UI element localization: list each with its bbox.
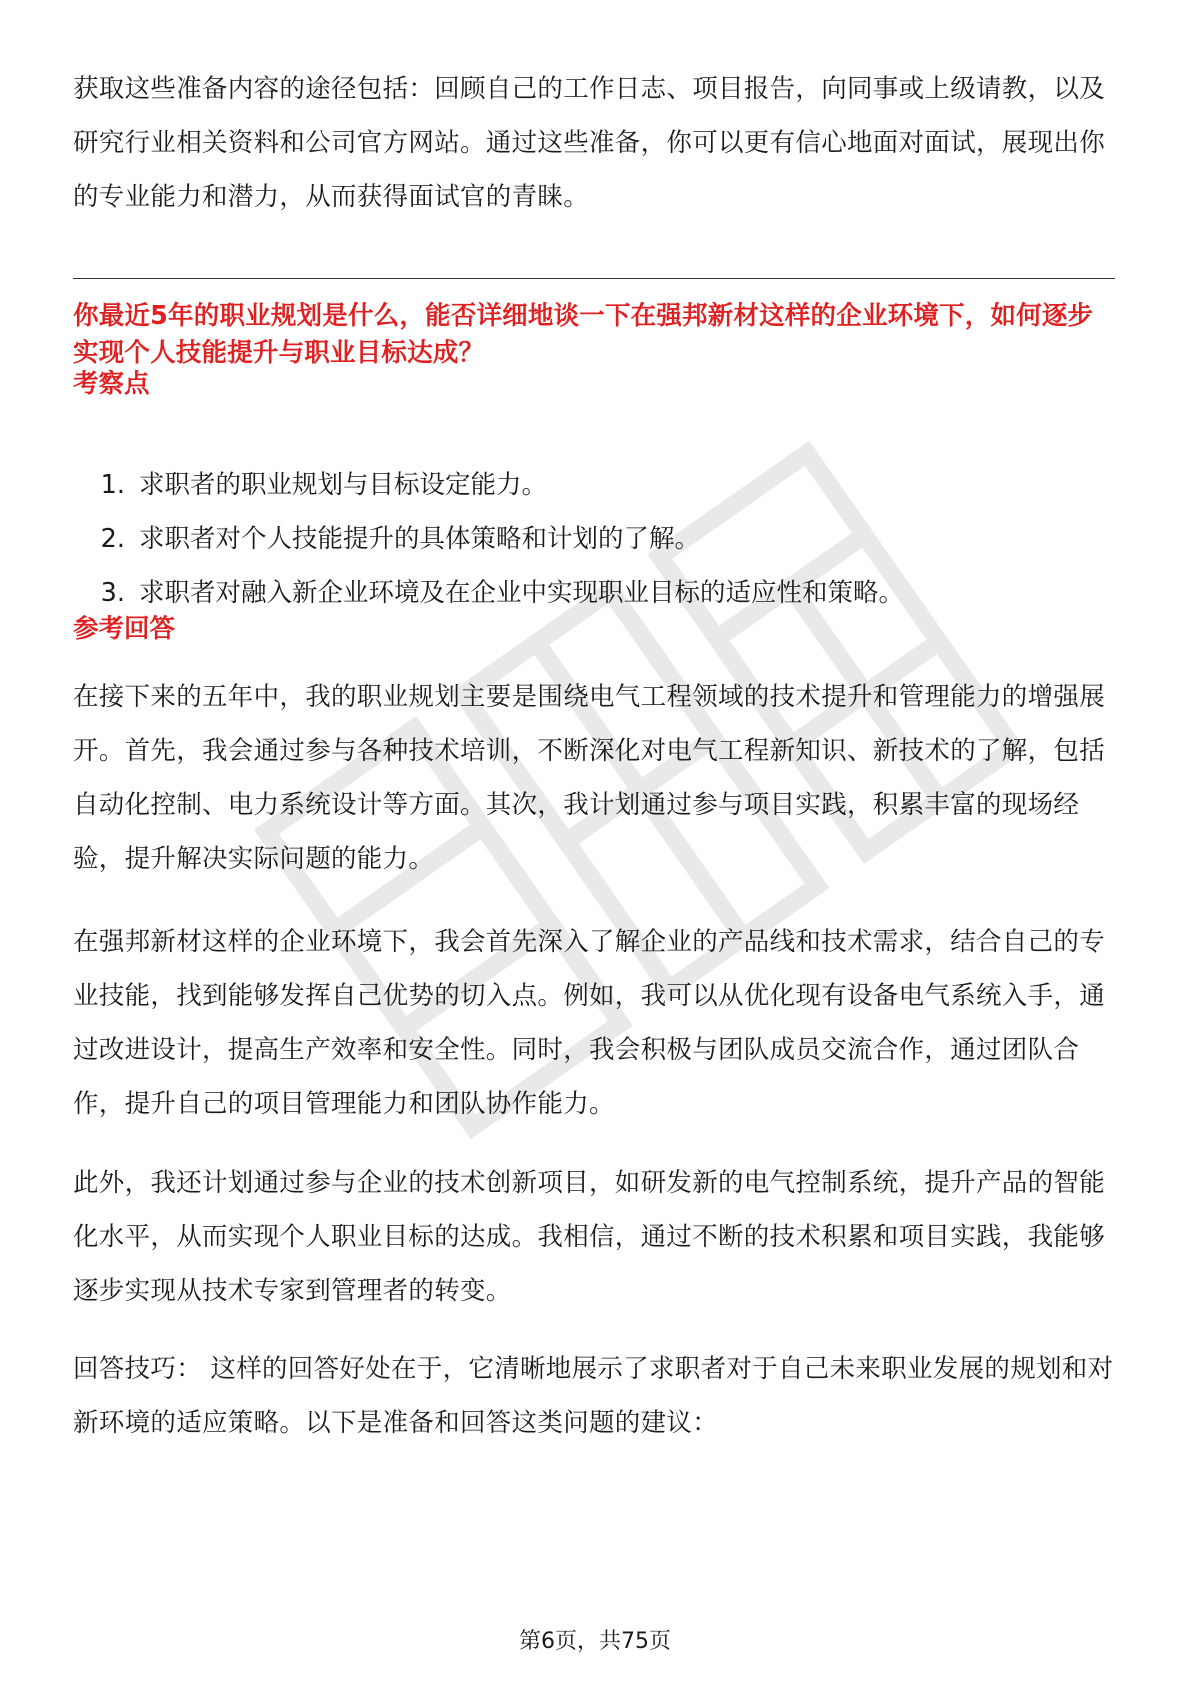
- answer-paragraph-2: [73, 915, 1115, 1131]
- list-item-text: 求职者的职业规划与目标设定能力。: [139, 470, 548, 500]
- answer-paragraph-text: 在接下来的五年中，我的职业规划主要是围绕电气工程领域的技术提升和管理能力的增强展开。首先，我会通过参与各种技术培训，不断深化对电气工程新知识、新技术的了解，包括自动化控制、电力系统设计等方面。其次，我计划通过参与项目实践，积累丰富的现场经验，提升解决实际问题的能力。: [73, 682, 1106, 874]
- intro-paragraph: 获取这些准备内容的途径包括：回顾自己的工作日志、项目报告，向同事或上级请教，以及研究行业相关资料和公司官方网站。通过这些准备，你可以更有信心地面对面试，展现出你的专业能力和潜力，从而获得面试官的青睐。: [73, 74, 1106, 212]
- list-item-number: 1.: [100, 470, 125, 500]
- list-item-text: 求职者对个人技能提升的具体策略和计划的了解。: [139, 524, 701, 554]
- answer-paragraph-text: 此外，我还计划通过参与企业的技术创新项目，如研发新的电气控制系统，提升产品的智能化水平，从而实现个人职业目标的达成。我相信，通过不断的技术积累和项目实践，我能够逐步实现从技术专家到管理者的转变。: [73, 1168, 1106, 1306]
- answer-paragraph-text: 在强邦新材这样的企业环境下，我会首先深入了解企业的产品线和技术需求，结合自己的专业技能，找到能够发挥自己优势的切入点。例如，我可以从优化现有设备电气系统入手，通过改进设计，提高生产效率和安全性。同时，我会积极与团队成员交流合作，通过团队合作，提升自己的项目管理能力和团队协作能力。: [73, 927, 1106, 1119]
- answer-paragraph-1: [73, 670, 1115, 886]
- list-item-number: 3.: [100, 578, 125, 608]
- assessment-list: [73, 458, 1115, 620]
- list-item-text: 求职者对融入新企业环境及在企业中实现职业目标的适应性和策略。: [139, 578, 905, 608]
- list-item: [73, 566, 1115, 620]
- interview-question: 你最近5年的职业规划是什么，能否详细地谈一下在强邦新材这样的企业环境下，如何逐步实现个人技能提升与职业目标达成？: [73, 301, 1094, 368]
- section-divider: [73, 278, 1115, 279]
- answer-tip: [73, 1342, 1115, 1450]
- intro-section: [73, 62, 1115, 224]
- list-item: [73, 512, 1115, 566]
- answer-title: 参考回答: [73, 614, 176, 644]
- answer-paragraph-3: [73, 1156, 1115, 1318]
- assessment-title: 考察点: [73, 369, 150, 399]
- list-item-number: 2.: [100, 524, 125, 554]
- page-number: 第6页，共75页: [519, 1629, 671, 1654]
- list-item: [73, 458, 1115, 512]
- answer-tip-text: 回答技巧： 这样的回答好处在于，它清晰地展示了求职者对于自己未来职业发展的规划和对新环境的适应策略。以下是准备和回答这类问题的建议：: [73, 1354, 1114, 1438]
